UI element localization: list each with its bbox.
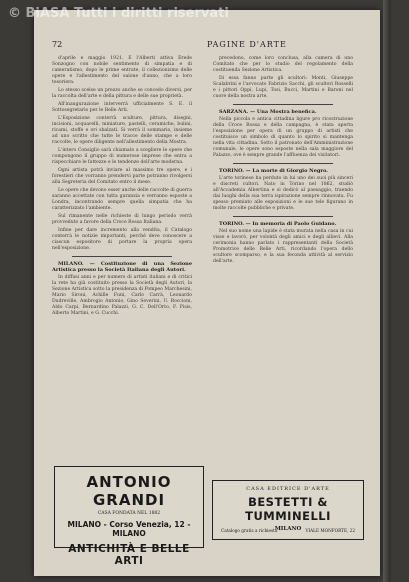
page-number: 72 bbox=[52, 40, 63, 49]
ad-trade: ANTICHITÀ E BELLE ARTI bbox=[68, 543, 190, 567]
section-heading-torino-negro: TORINO. — La morte di Giorgio Negro. bbox=[219, 168, 329, 174]
section-heading-torino-guidano: TORINO. — In memoria di Paolo Guidano. bbox=[219, 221, 337, 227]
paragraph: precedono, come loro conclusa, alla camera di uno Comitato che per lo studio del regolamento della costituenda Sezione Artistica. bbox=[213, 56, 353, 73]
advertisement-antonio-grandi bbox=[54, 466, 204, 567]
paragraph: d'aprile e maggio 1921. E l'Alberti attiva Erede Sonzogno con nobile sentimento di simpatia e di cameratismo, dopo le prime entrate, il collezionismo delle opere e l'allestimento del salone d'anno, che a loro tesoriera. bbox=[52, 56, 192, 85]
section-divider bbox=[233, 216, 333, 217]
ad-address: VIALE MONFORTE, 22 bbox=[305, 528, 355, 533]
paragraph: Le opere che devono esser anche delle raccolte di guerra saranno accettate con tutta garanzia e verranno esposte a Londra, incontrando sempre quella simpatia che ha caratterizzato l'ambiente. bbox=[52, 188, 192, 211]
ad-catalog-note: Catalogo gratis a richiesta bbox=[221, 528, 278, 533]
paragraph: Ogni artista potrà inviare al massimo tre opere, e i forestieri che vorranno prendervi parte potranno rivolgersi alla Segreteria del Comitato entro il mese. bbox=[52, 168, 192, 185]
section-divider bbox=[72, 256, 172, 257]
ad-subtitle: CASA FONDATA NEL 1882 bbox=[97, 511, 161, 516]
ad-footer-row bbox=[221, 528, 355, 533]
advertisement-bestetti-tumminelli bbox=[212, 480, 364, 540]
paragraph: L'Esposizione conterrà sculture, pittura, disegni, incisioni, acquarelli, miniature, pastelli, ceramiche, bulini, ricami, stoffe e ori sbalzati. Si verrà il sommario, insieme ad uno scritto che tutte le tracce delle stampe e delle raccolte, le opere diligente nell'allestimento della Mostra. bbox=[52, 116, 192, 145]
right-column bbox=[213, 56, 353, 436]
copyright-watermark: © BiASA Tutti i diritti riservati bbox=[8, 6, 229, 21]
paragraph: Sul rimanente nelle richieste di lungo periodo verrà provveduto a favore della Croce Rossa Italiana. bbox=[52, 214, 192, 225]
page-gutter-shadow bbox=[383, 0, 391, 582]
ad-address: MILANO - Corso Venezia, 12 - MILANO bbox=[67, 520, 191, 538]
section-heading-sarzana: SARZANA. — Una Mostra benefica. bbox=[219, 109, 317, 115]
paragraph: Nella piccola e antica cittadina ligure pro ricostruzione della Croce Rossa e della campagna, è stata aperta l'esposizione per opera di un gruppo di artisti che costituisce un simbolo di quanto lo spirito si mantenga nella vita cittadina. Sotto il patronato dell'Amministrazione comunale, le opere sono esposte nella sala maggiore del Palazzo, ove è sempre grande l'affluenza dei visitatori. bbox=[213, 117, 353, 158]
section-heading-milano: MILANO. — Costituzione di una Sezione Artistica presso la Società Italiana degli Autori. bbox=[52, 261, 192, 273]
ad-company-name: ANTONIO GRANDI bbox=[86, 473, 172, 509]
paragraph: In diffusi anni e per numero di artisti italiani e di critici la rete ha già costituito presso la Società degli Autori, la Sezione Artistica sotto la presidenza di Pompeo Marchesini, Mario Sironi, Achille Funi, Carlo Carrà, Leonardo Dudreville, Ambrogio Antonio, Gino Severini, U. Boccioni, Aldo Carpi, Bernardino Palazzi, G. C. Dell'Orto, F. Pisis, Alberto Martini, e G. Cucchi. bbox=[52, 275, 192, 316]
paragraph: Di essa fanno parte gli scultori: Monti, Giuseppe Scalabrini e l'avvocato Fabrizio Sacchi, gli scultori Rosselli e i pittori Oppi, Lupi, Tosi, Bucci, Martini e Baroni nel cuore della nostra arte. bbox=[213, 76, 353, 99]
paragraph: L'intero Consiglio sarà chiamato a scegliere le opere che compongono il gruppo di numerose imprese che entra a rispecchiare le fattezze e le tendenze dell'arte moderna. bbox=[52, 148, 192, 165]
left-column bbox=[52, 56, 192, 464]
section-divider bbox=[233, 104, 333, 105]
paragraph: Nel suo nome una lapide è stata murata nella casa in cui visse e lavorò, per volontà degli amici e degli allievi. Alla cerimonia hanno parlato i rappresentanti della Società Promotrice delle Belle Arti, ricordando l'opera dello scultore scomparso, e la sua feconda attività al servizio dell'arte. bbox=[213, 229, 353, 264]
journal-title: PAGINE D'ARTE bbox=[207, 40, 287, 49]
ad-company-name: BESTETTI & TUMMINELLI bbox=[245, 495, 331, 523]
paragraph: All'inaugurazione interverrà ufficialmente S. E. il Sottosegretario per le Belle Arti. bbox=[52, 102, 192, 113]
ad-tagline: CASA EDITRICE D'ARTE bbox=[246, 486, 330, 492]
ad-city: MILANO bbox=[274, 526, 302, 532]
paragraph: Lo stesso scelse un prezzo anche se concedo diversi, per la raccolta dell'arte e della pittura e delle sue proprietà. bbox=[52, 88, 192, 99]
running-head bbox=[52, 40, 362, 52]
paragraph: L'arte torinese ha perduto in lui uno dei suoi più sinceri e discreti cultori. Nato in Torino nel 1862, studiò all'Accademia Albertina e si dedicò al paesaggio, traendo dai luoghi della sua terra ispirazione sempre rinnovata. Fu spesso premiato alle esposizioni e le sue tele figurano in molte raccolte pubbliche e private. bbox=[213, 176, 353, 211]
section-divider bbox=[233, 163, 333, 164]
paragraph: Infine per dare incremento alla vendita, il Catalogo conterrà le notizie importanti, perché deve conoscere a ciascun espositore di portare la propria opera nell'esposizione. bbox=[52, 228, 192, 251]
